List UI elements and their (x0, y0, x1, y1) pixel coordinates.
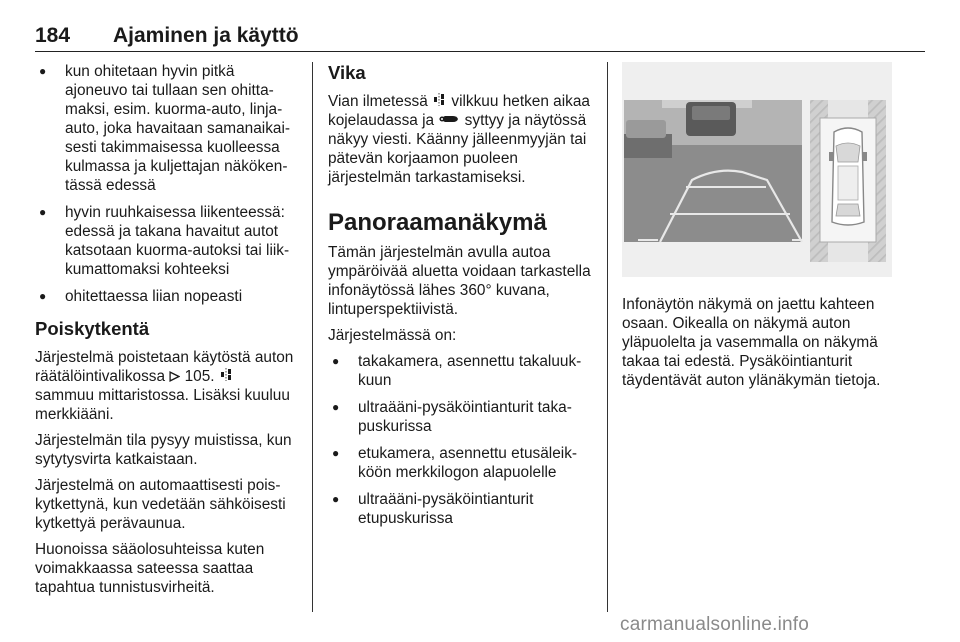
section-heading-deactivation: Poiskytkentä (35, 318, 150, 339)
list-item: ● ultraääni-pysäköintianturit takapuskurissa (328, 398, 592, 436)
list-item: ● hyvin ruuhkaisessa liikenteessä: edessä ja takana havaitut autot katsotaan kuorma-autoksi tai liikkumattomaksi kohteeksi (35, 203, 297, 279)
column-divider-1 (312, 62, 313, 612)
side-blind-spot-icon (219, 368, 234, 381)
list-item: ● ultraääni-pysäköintianturit etupuskurissa (328, 490, 592, 528)
list-item: ● ohitettaessa liian nopeasti (35, 287, 297, 306)
section-heading-panorama: Panoraamanäkymä (328, 209, 547, 236)
section-heading-fault: Vika (328, 62, 366, 83)
paragraph: Järjestelmä poistetaan käytöstä auton räätälöintivalikossa 105. sammuu mittaristossa. Lisäksi kuuluu merkkiääni. (35, 349, 294, 423)
page-number: 184 (35, 24, 71, 47)
wrench-warning-icon (438, 113, 460, 125)
panorama-screen-drawing (622, 62, 892, 277)
list-item: ● etukamera, asennettu etusäleikköön merkkilogon alapuolelle (328, 444, 592, 482)
conditions-list (35, 62, 297, 306)
system-components-list (328, 352, 592, 528)
side-blind-spot-icon (432, 93, 447, 106)
paragraph: Vian ilmetessä vilkkuu hetken aikaa kojelaudassa ja syttyy ja näytössä näkyy viesti. Käänny jälleenmyyjän tai pätevän korjaamon puoleen järjestelmän tarkastamiseksi. (328, 93, 590, 186)
column-divider-2 (607, 62, 608, 612)
paragraph: Järjestelmän tila pysyy muistissa, kun sytytysvirta katkaistaan. (35, 432, 292, 468)
page-reference-icon (169, 371, 180, 382)
column-right (622, 62, 892, 397)
figure-caption: Infonäytön näkymä on jaettu kahteen osaan. Oikealla on näkymä auton yläpuolelta ja vasemmalla on näkymä takaa tai edestä. Pysäköintianturit täydentävät auton ylänäkymän tietoja. (622, 296, 881, 389)
header-rule (35, 51, 925, 52)
paragraph: Järjestelmässä on: (328, 327, 457, 344)
paragraph: Tämän järjestelmän avulla autoa ympäröivää aluetta voidaan tarkastella infonäytössä lähes 360° kuvana, lintuperspektiivistä. (328, 244, 591, 318)
top-down-view (810, 100, 886, 262)
column-middle (328, 62, 592, 536)
panorama-display-illustration (622, 62, 892, 277)
watermark: carmanualsonline.info (620, 614, 810, 635)
paragraph: Järjestelmä on automaattisesti poiskytkettynä, kun vedetään sähköisesti kytkettyä perävaunua. (35, 477, 286, 532)
list-item: ● takakamera, asennettu takaluukkuun (328, 352, 592, 390)
chapter-title: Ajaminen ja käyttö (113, 24, 299, 47)
column-left (35, 62, 297, 604)
paragraph: Huonoissa sääolosuhteissa kuten voimakkaassa sateessa saattaa tapahtua tunnistusvirheitä. (35, 541, 265, 596)
list-item: ● kun ohitetaan hyvin pitkä ajoneuvo tai tullaan sen ohittamaksi, esim. kuorma-auto, linja-auto, joka havaitaan samanaikaisesti takimmaisessa kuolleessa kulmassa ja kuljettajan näkökentässä edessä (35, 62, 297, 195)
page-header (35, 22, 925, 52)
page-reference-link[interactable]: 105. (184, 368, 215, 385)
rear-camera-view (624, 100, 802, 242)
